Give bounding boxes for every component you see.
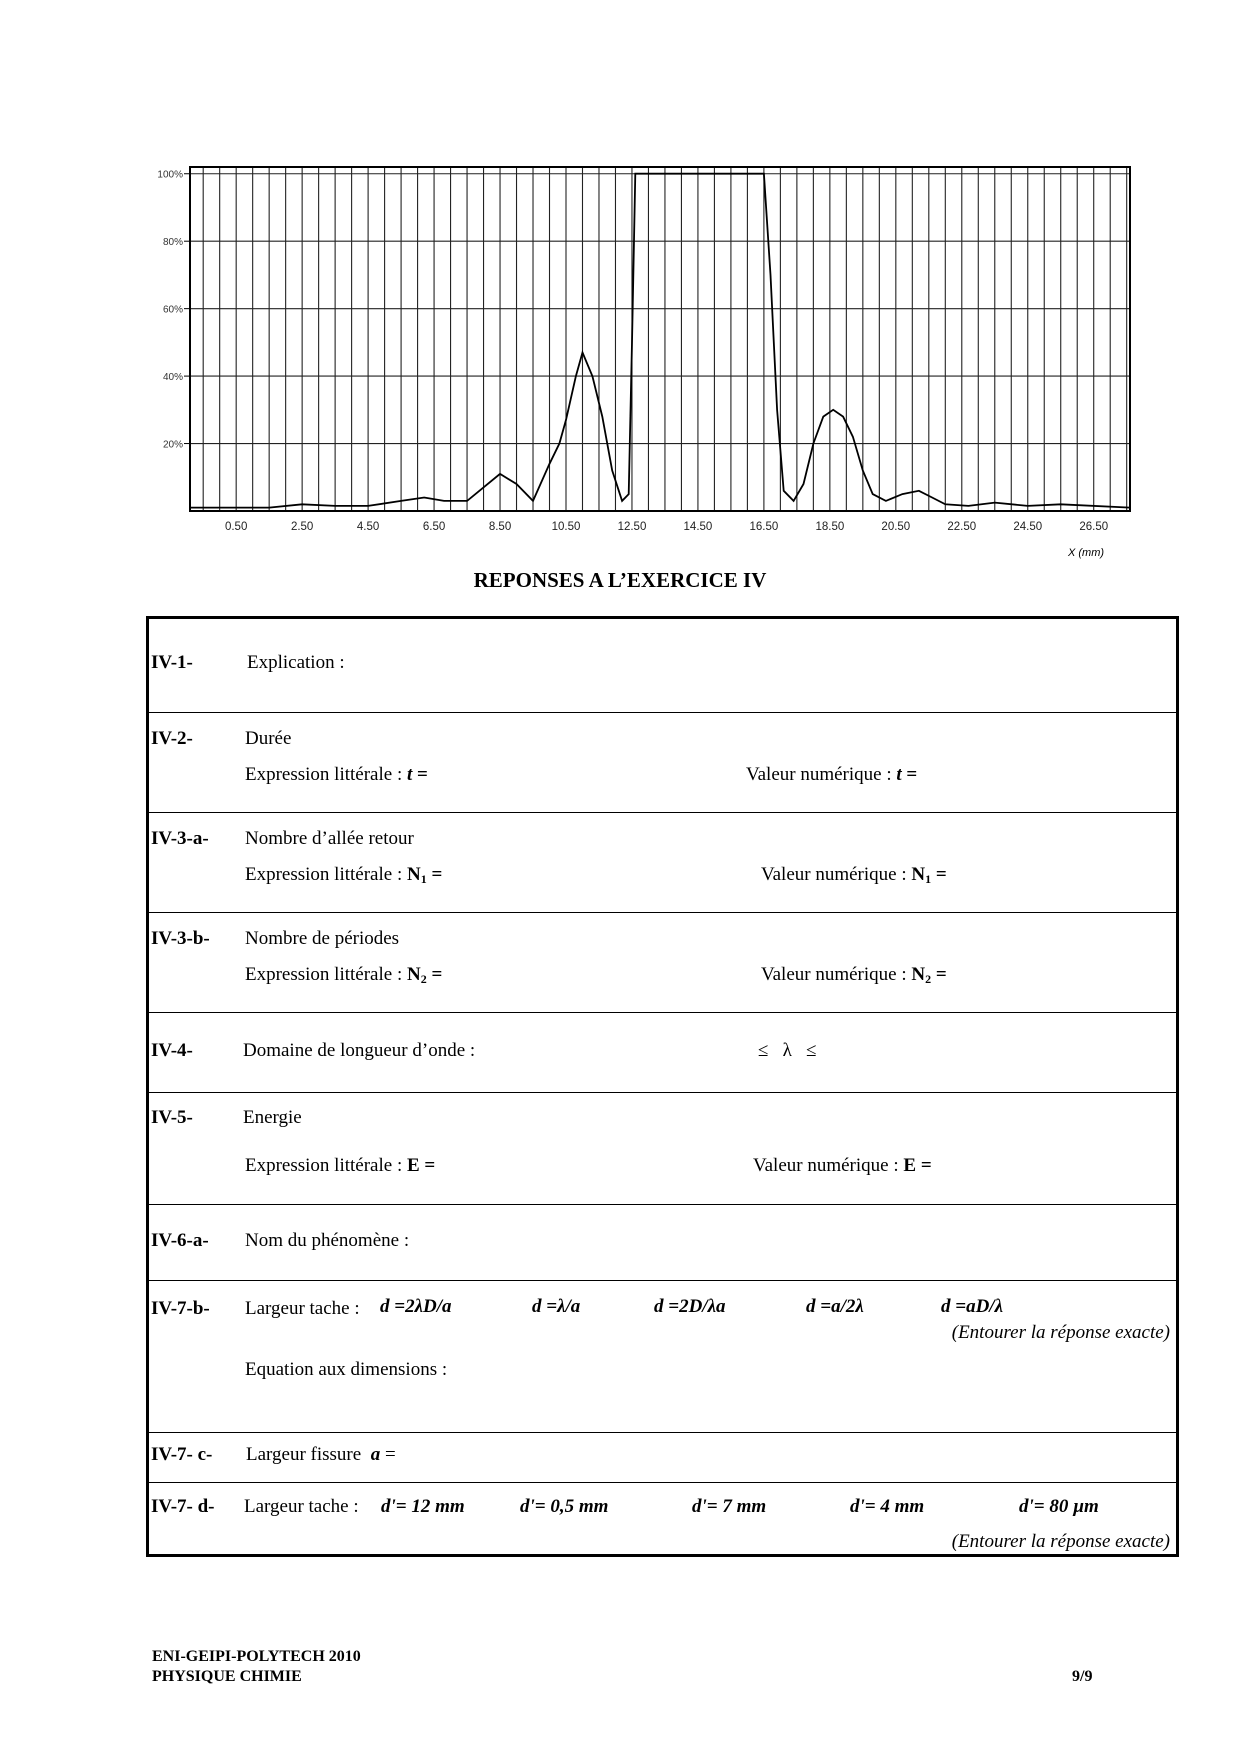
intensity-curve [190,174,1130,508]
x-axis-label: X (mm) [1068,547,1105,559]
literal-expression: Expression littérale : $N_1$ = [245,864,443,886]
row-label: IV-5- [151,1107,193,1128]
page-title: REPONSES A L’EXERCICE IV [473,568,767,592]
x-tick-label: 6.50 [422,521,446,533]
x-tick-label: 16.50 [749,521,779,533]
answer-table [146,616,1179,1557]
choice-option[interactable]: d'= 7 mm [692,1496,767,1517]
choice-option[interactable]: d'= 4 mm [850,1496,925,1517]
x-tick-label: 20.50 [881,521,911,533]
numeric-value: Valeur numérique : t = [746,764,918,785]
row-iv-7-d [149,1482,1176,1554]
plot-frame [190,167,1130,511]
x-tick-label: 22.50 [947,521,977,533]
x-tick-label: 2.50 [290,521,314,533]
row-iv-4 [149,1012,1176,1093]
y-tick-label: 100% [157,169,183,181]
answer-prompt: Explication : [247,652,345,673]
x-tick-label: 24.50 [1013,521,1043,533]
footer-subject: PHYSIQUE CHIMIE [152,1668,302,1685]
row-label: IV-3-a- [151,828,209,849]
choice-option[interactable]: d'= 12 mm [381,1496,465,1517]
instruction-note: (Entourer la réponse exacte) [951,1531,1170,1552]
row-label: IV-3-b- [151,928,210,949]
y-tick-label: 20% [162,439,183,451]
y-axis-ticks [157,170,190,451]
page-number: 9/9 [1072,1668,1093,1685]
row-iv-3-b [149,912,1176,1013]
chart-grid [190,167,1130,511]
row-iv-1 [149,619,1176,713]
row-title: Energie [243,1107,302,1128]
instruction-note: (Entourer la réponse exacte) [951,1322,1170,1343]
row-label: IV-7- d- [151,1496,215,1517]
answer-prompt: Largeur tache : [244,1496,359,1517]
answer-prompt: Domaine de longueur d’onde : [243,1040,476,1061]
y-tick-label: 40% [162,372,183,384]
row-label: IV-4- [151,1040,193,1061]
row-iv-3-a [149,812,1176,913]
row-title: Nombre de périodes [245,928,400,949]
row-title: Durée [245,728,292,749]
row-iv-7-c [149,1432,1176,1483]
x-tick-label: 14.50 [683,521,713,533]
choice-option[interactable]: d =aD/λ [941,1296,1004,1317]
x-tick-label: 4.50 [356,521,380,533]
x-tick-label: 0.50 [224,521,248,533]
y-tick-label: 60% [162,304,183,316]
choice-option[interactable]: d =2λD/a [380,1296,452,1317]
footer-exam-name: ENI-GEIPI-POLYTECH 2010 [152,1648,361,1665]
choice-option[interactable]: d =2D/λa [654,1296,726,1317]
intensity-chart [148,158,1138,563]
wavelength-range: ≤ λ ≤ [758,1040,817,1061]
literal-expression: Expression littérale : t = [245,764,428,785]
y-tick-label: 80% [162,237,183,249]
row-iv-2 [149,712,1176,813]
row-label: IV-2- [151,728,193,749]
literal-expression: Expression littérale : $N_2$ = [245,964,443,986]
x-tick-label: 26.50 [1079,521,1109,533]
row-title: Nombre d’allée retour [245,828,414,849]
choice-option[interactable]: d'= 80 µm [1019,1496,1099,1517]
x-axis-ticks [225,521,1108,533]
choice-option[interactable]: d'= 0,5 mm [520,1496,609,1517]
numeric-value: Valeur numérique : $N_2$ = [761,964,947,986]
numeric-value: Valeur numérique : $N_1$ = [761,864,947,886]
literal-expression: Expression littérale : E = [245,1155,436,1176]
row-iv-6-a [149,1204,1176,1281]
x-tick-label: 10.50 [551,521,581,533]
row-iv-7-b [149,1280,1176,1433]
row-label: IV-7- c- [151,1444,213,1465]
answer-prompt: Equation aux dimensions : [245,1359,448,1380]
row-iv-5 [149,1092,1176,1205]
choice-option[interactable]: d =λ/a [532,1296,581,1317]
answer-prompt: Largeur tache : [245,1298,360,1319]
row-label: IV-6-a- [151,1230,209,1251]
numeric-value: Valeur numérique : E = [753,1155,932,1176]
answer-prompt: Nom du phénomène : [245,1230,410,1251]
row-label: IV-7-b- [151,1298,210,1319]
x-tick-label: 12.50 [617,521,647,533]
x-tick-label: 18.50 [815,521,845,533]
x-tick-label: 8.50 [488,521,512,533]
answer-prompt: Largeur fissure a = [246,1444,396,1465]
row-label: IV-1- [151,652,193,673]
choice-option[interactable]: d =a/2λ [806,1296,864,1317]
